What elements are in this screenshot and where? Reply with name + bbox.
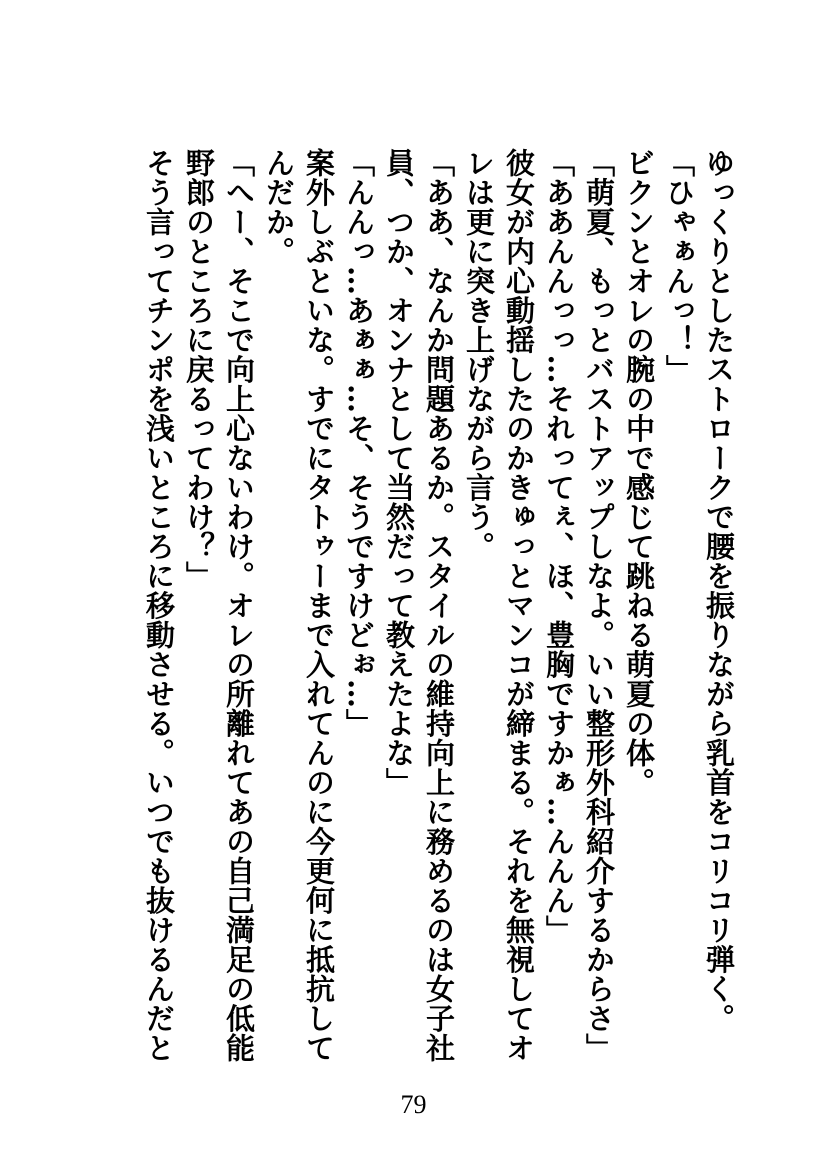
text-line: 「ああんんっっ…それってぇ、ほ、豊胸ですかぁ…んんん」: [542, 148, 576, 945]
text-line: 野郎のところに戻るってわけ？」: [182, 148, 216, 591]
text-line: 「んんっ…あぁぁ…そ、そうですけどぉ…」: [342, 148, 376, 738]
text-line: んだか。: [262, 148, 296, 266]
page-number: 79: [400, 1090, 427, 1119]
text-line: 「萌夏、もっとバストアップしなよ。いい整形外科紹介するからさ」: [582, 148, 616, 1063]
vertical-text-body: [139, 148, 739, 1063]
text-line: レは更に突き上げながら言う。: [462, 148, 496, 561]
text-line: 彼女が内心動揺したのかきゅっとマンコが締まる。それを無視してオ: [502, 148, 536, 1063]
text-line: 「へー、そこで向上心ないわけ。オレの所離れてあの自己満足の低能: [222, 148, 256, 1063]
text-line: ゆっくりとしたストロークで腰を振りながら乳首をコリコリ弾く。: [702, 148, 736, 1033]
text-line: 「ああ、なんか問題あるか。スタイルの維持向上に務めるのは女子社: [422, 148, 456, 1063]
text-line: 案外しぶといな。すでにタトゥーまで入れてんのに今更何に抵抗して: [302, 148, 336, 1063]
text-line: ビクンとオレの腕の中で感じて跳ねる萌夏の体。: [622, 148, 656, 797]
text-line: 「ひゃぁんっ！」: [662, 148, 696, 384]
text-line: 員、つか、オンナとして当然だって教えたよな」: [382, 148, 416, 797]
text-line: そう言ってチンポを浅いところに移動させる。いつでも抜けるんだと: [142, 148, 176, 1063]
